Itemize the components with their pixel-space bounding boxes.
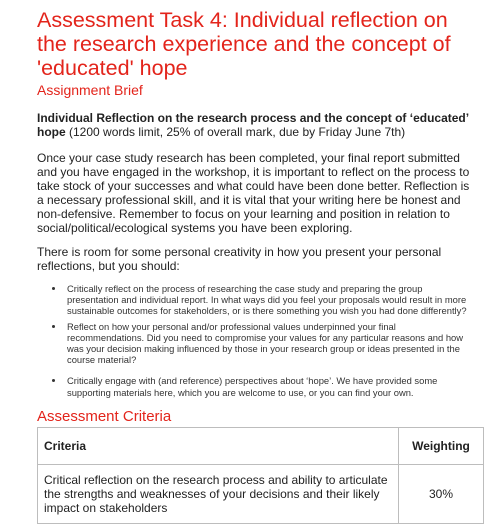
criteria-heading: Assessment Criteria [37,407,172,425]
column-header-criteria: Criteria [38,427,399,464]
paragraph-overview: Once your case study research has been completed, your final report submitted and you have engaged in the workshop, it is important to reflect on the process to take stock of your successes and what could have been done better. Reflection is a necessary professional skill, and it is vital that your writing here be honest and non-defensive. Remember to focus on your learning and position in relation to social/political/ecological systems you have been exploring. [37,151,470,235]
list-item: • Critically reflect on the process of researching the case study and preparing the group presentation and individual report. In what ways did you feel your proposals would result in more sustainable outcomes for stakeholders, or is there something you wish you had done differently? [65,283,470,317]
table-row [38,464,484,523]
paragraph-instructions: There is room for some personal creativity in how you present your personal reflections, but you should: [37,245,442,273]
list-item: • Reflect on how your personal and/or professional values underpinned your final recommendations. Did you need to compromise your values for any particular reasons and how was your decision making influenced by those in your research group or ideas presented in the course material? [65,321,470,366]
weighting-cell: 30% [399,464,484,523]
criteria-cell: Critical reflection on the research process and ability to articulate the strengths and weaknesses of your decisions and their likely impact on stakeholders [38,464,399,523]
criteria-table [37,427,484,524]
column-header-weighting: Weighting [399,427,484,464]
task-summary-title: Individual Reflection on the research process and the concept of ‘educated’ hope [37,111,469,139]
page-subtitle: Assignment Brief [37,82,143,98]
page-title: Assessment Task 4: Individual reflection on the research experience and the concept of 'educated' hope [37,8,451,80]
requirements-list [37,283,470,398]
task-summary [37,111,470,139]
table-header-row [38,427,484,464]
list-item: • Critically engage with (and reference) perspectives about ‘hope’. We have provided some supporting materials here, which you are welcome to use, or you can find your own. [65,375,470,397]
task-summary-details: (1200 words limit, 25% of overall mark, due by Friday June 7th) [65,125,406,139]
